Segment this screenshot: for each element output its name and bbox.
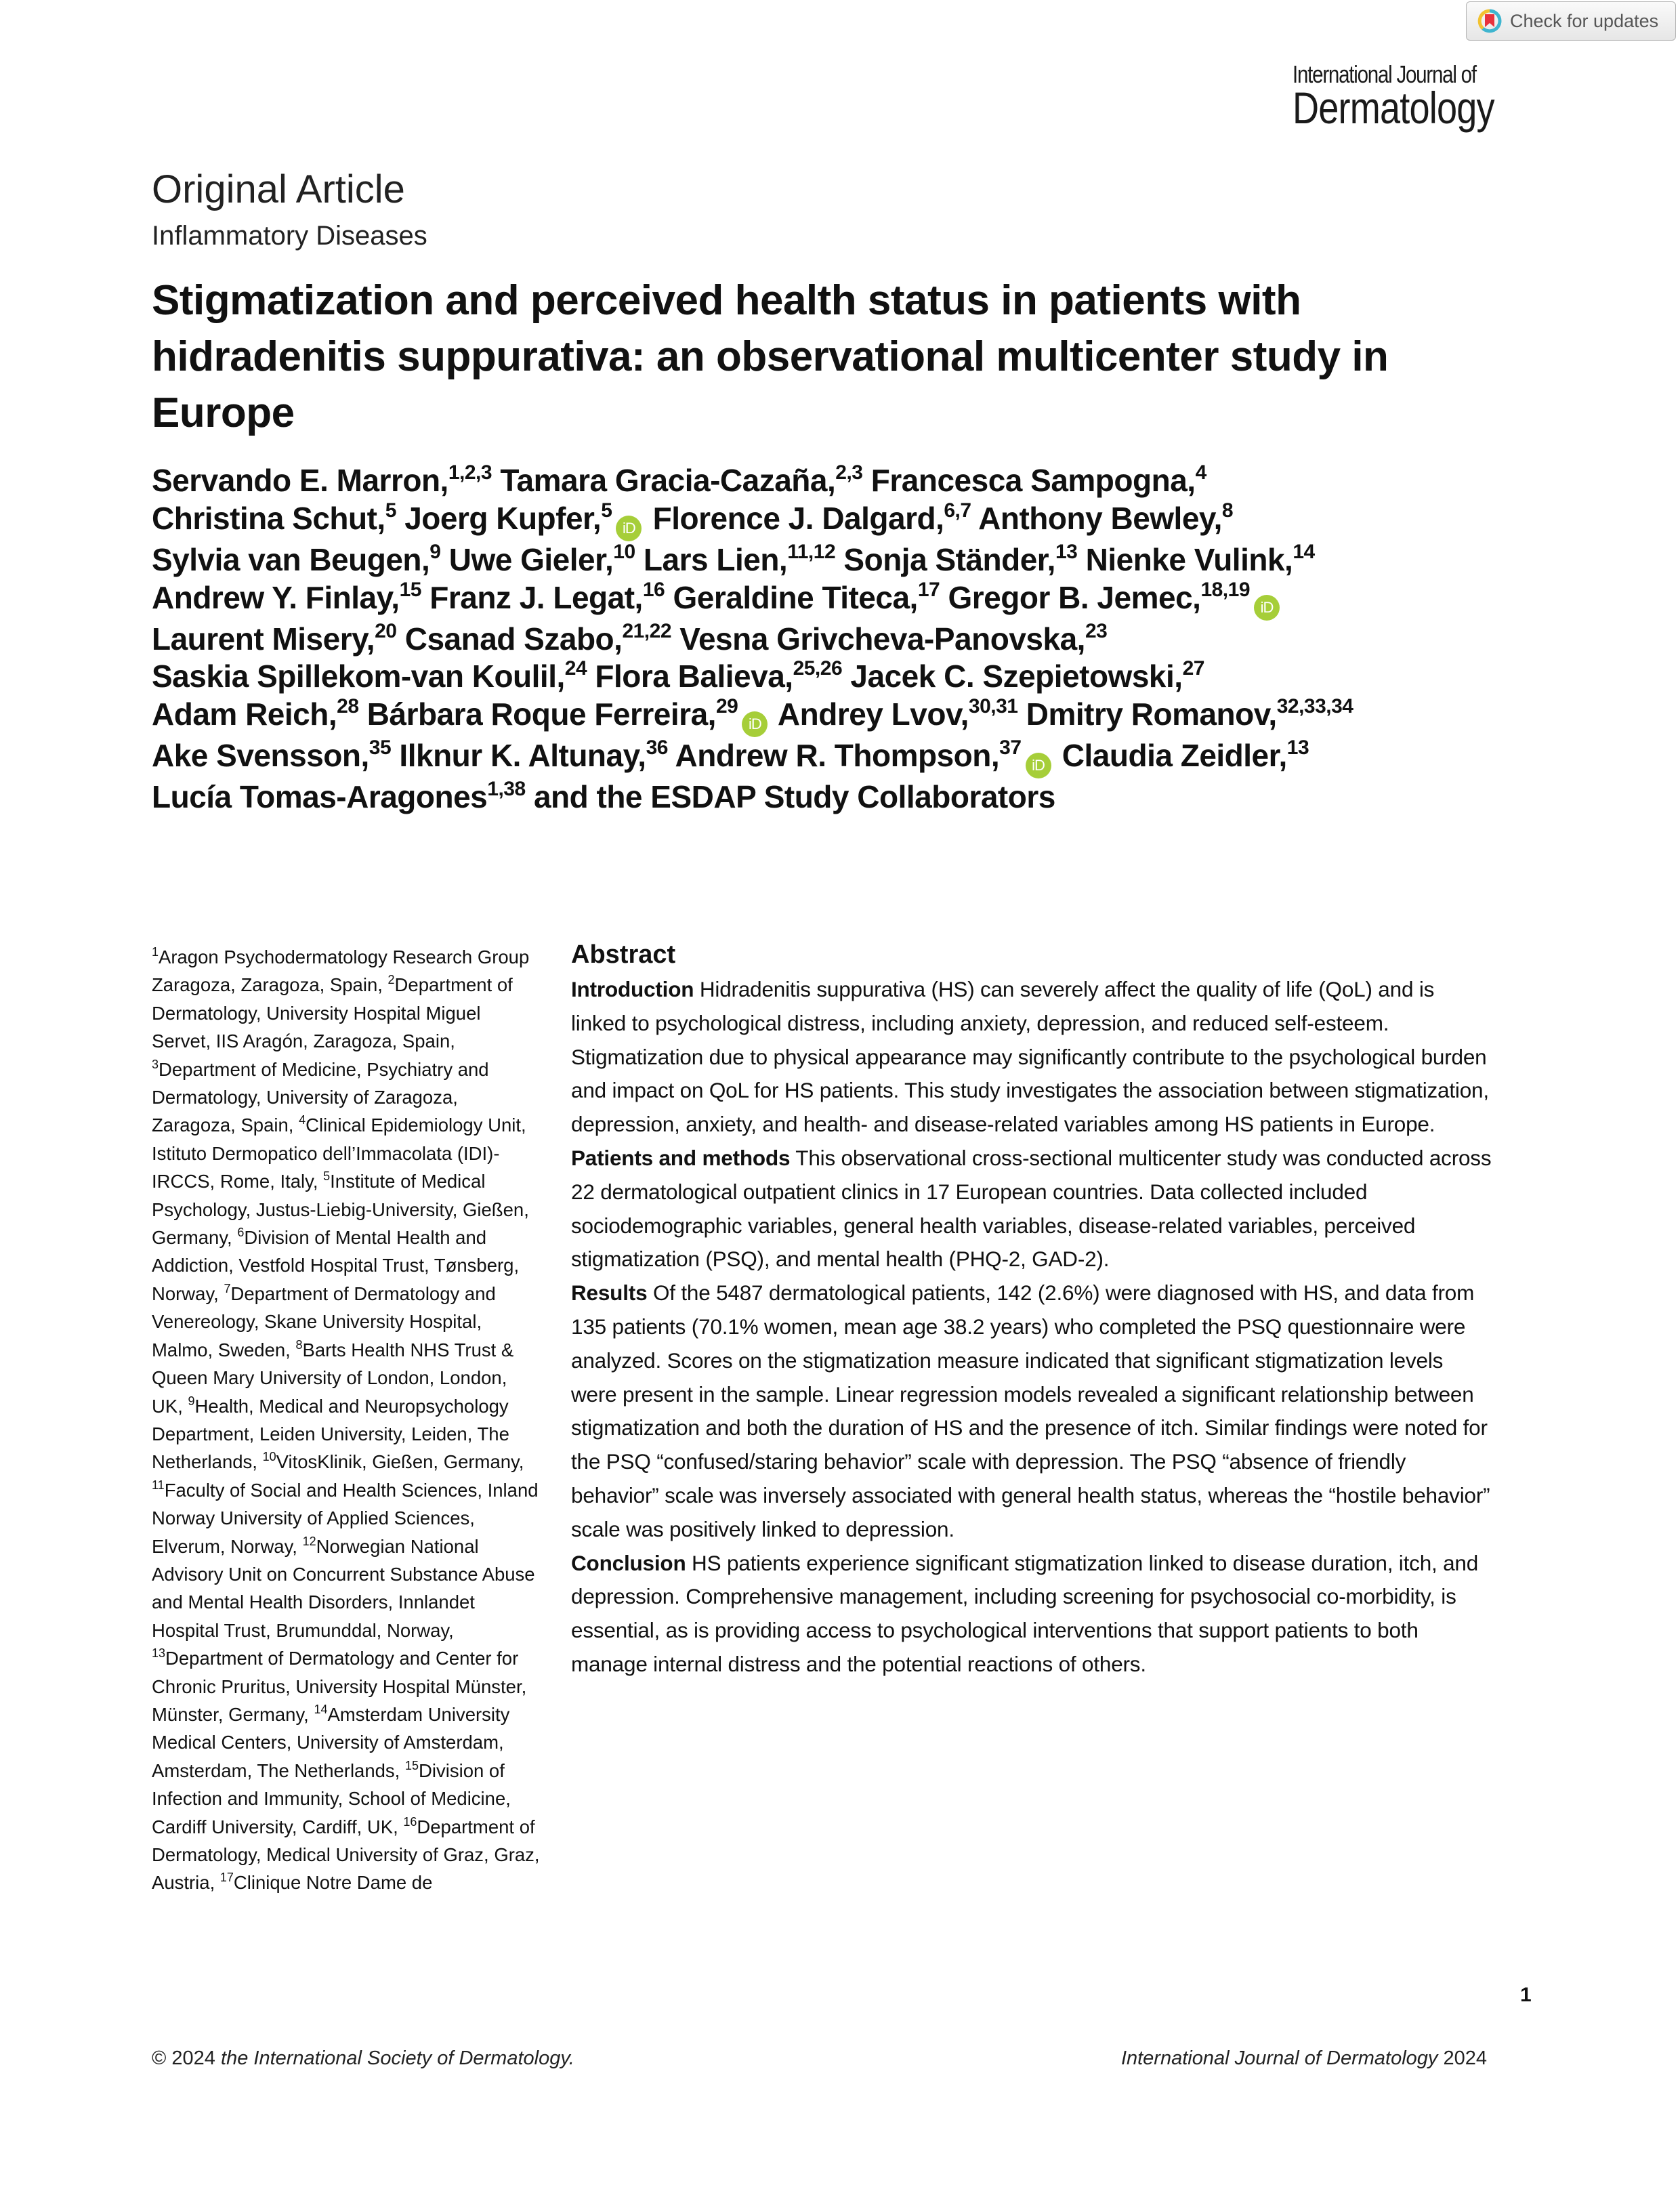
affiliation-marker: 9 [429,540,441,563]
author-name: Geraldine Titeca, [673,579,918,615]
affiliation-text: Faculty of Social and Health Sciences, Inland Norway University of Applied Sciences, Elverum, Norway, [152,1479,539,1557]
author-name: Claudia Zeidler, [1062,738,1287,774]
page-number: 1 [1520,1984,1532,2006]
author-name: Servando E. Marron, [152,463,448,498]
author-name: Christina Schut, [152,500,385,536]
author-list [152,462,1507,816]
affiliation-text: Amsterdam University Medical Centers, University of Amsterdam, Amsterdam, The Netherlands, [152,1703,510,1781]
affiliation-text: Institute of Medical Psychology, Justus-Liebig-University, Gießen, Germany, [152,1171,529,1249]
check-for-updates-button[interactable] [1466,1,1676,41]
affiliation-marker: 2,3 [835,461,863,484]
affiliation-text: Clinique Notre Dame de [233,1872,433,1894]
affiliation-marker: 21,22 [622,619,672,642]
affiliation-number: 4 [299,1113,306,1127]
author-name: Jacek C. Szepietowski, [850,659,1183,694]
author-name: Bárbara Roque Ferreira, [366,696,716,732]
author-name: Francesca Sampogna, [870,463,1196,498]
section-label: Introduction [571,977,694,1001]
affiliation-number: 6 [237,1226,245,1240]
affiliation-marker: 29 [715,695,738,718]
author-name: Vesna Grivcheva-Panovska, [679,621,1085,657]
affiliation-number: 13 [152,1646,166,1661]
affiliation-number: 16 [403,1814,417,1829]
affiliation-number: 1 [152,945,159,959]
orcid-icon[interactable]: iD [742,711,768,737]
author-name: Flora Balieva, [595,659,793,694]
affiliation-number: 8 [295,1337,303,1352]
author-name: Andrew R. Thompson, [675,738,1000,774]
affiliation-marker: 16 [642,578,665,601]
orcid-icon[interactable]: iD [1254,595,1280,621]
crossmark-icon [1477,9,1502,33]
affiliation-marker: 1,38 [487,778,526,801]
copyright-holder: the International Society of Dermatology. [215,2047,574,2069]
affiliation-text: Division of Infection and Immunity, School of Medicine, Cardiff University, Cardiff, UK, [152,1759,511,1837]
affiliation-marker: 35 [369,736,392,759]
journal-logo-line1: International Journal of [1293,60,1476,88]
affiliation-text: Norwegian National Advisory Unit on Concurrent Substance Abuse and Mental Health Disorders, Innlandet Hospital Trust, Brumunddal, Norway, [152,1535,535,1641]
author-name: Nienke Vulink, [1085,541,1293,577]
affiliation-marker: 18,19 [1200,578,1251,601]
affiliation-number: 15 [404,1758,419,1772]
affiliation-text: Department of Dermatology and Venereology, Skane University Hospital, Malmo, Sweden, [152,1283,496,1360]
abstract-heading: Abstract [571,940,676,969]
check-for-updates-label: Check for updates [1510,10,1659,31]
affiliation-number: 17 [219,1871,234,1885]
affiliation-number: 14 [314,1702,328,1716]
section-text: This observational cross-sectional multicenter study was conducted across 22 dermatological outpatient clinics in 17 European countries. Data collected included sociodemographic variables, general health variables, disease-related variables, perceived stigmatization (PSQ), and mental health (PHQ-2, GAD-2). [571,1145,1492,1272]
affiliation-number: 2 [387,973,395,987]
author-name: Dmitry Romanov, [1026,696,1277,732]
affiliation-text: Department of Dermatology, University Hospital Miguel Servet, IIS Aragón, Zaragoza, Spain, [152,974,513,1052]
orcid-icon[interactable]: iD [616,516,642,541]
section-text: Hidradenitis suppurativa (HS) can severely affect the quality of life (QoL) and is linked to psychological distress, including anxiety, depression, and reduced self-esteem. Stigmatization due to physical appearance may significantly contribute to the psychological burden and impact on QoL for HS patients. This study investigates the association between stigmatization, depression, anxiety, and health- and disease-related variables among HS patients in Europe. [571,977,1489,1137]
footer-journal [1121,2047,1487,2070]
affiliation-marker: 36 [646,736,668,759]
affiliation-marker: 4 [1195,461,1206,484]
journal-logo-line2: Dermatology [1293,83,1494,133]
affiliation-text: Department of Dermatology and Center for Chronic Pruritus, University Hospital Münster, Münster, Germany, [152,1648,527,1725]
author-name: Sylvia van Beugen, [152,541,430,577]
affiliation-text: Division of Mental Health and Addiction, Vestfold Hospital Trust, Tønsberg, Norway, [152,1227,520,1304]
affiliation-marker: 13 [1286,736,1309,759]
affiliation-marker: 14 [1293,540,1315,563]
affiliation-marker: 25,26 [793,657,843,680]
author-name: Ake Svensson, [152,738,369,774]
affiliation-marker: 24 [564,657,587,680]
affiliation-text: Barts Health NHS Trust & Queen Mary University of London, London, UK, [152,1339,514,1417]
affiliation-number: 7 [224,1281,231,1295]
affiliation-number: 11 [152,1478,165,1492]
affiliation-marker: 28 [337,695,359,718]
author-name: Lars Lien, [643,541,788,577]
affiliation-marker: 5 [601,499,612,522]
affiliation-marker: 6,7 [944,499,971,522]
affiliation-number: 12 [302,1534,316,1548]
article-type: Original Article [152,167,405,211]
affiliation-text: VitosKlinik, Gießen, Germany, [276,1451,524,1473]
affiliation-marker: 5 [385,499,396,522]
copyright-year: © 2024 [152,2047,215,2069]
affiliation-marker: 37 [999,736,1022,759]
author-name: Sonja Ständer, [843,541,1055,577]
abstract-results [571,1276,1492,1546]
article-category: Inflammatory Diseases [152,221,427,251]
author-name: Laurent Misery, [152,621,375,657]
affiliation-number: 5 [323,1169,331,1184]
affiliation-number: 10 [262,1450,276,1464]
author-name: Joerg Kupfer, [404,500,602,536]
footer-journal-name: International Journal of Dermatology [1120,2047,1438,2069]
affiliation-marker: 23 [1085,619,1108,642]
section-label: Patients and methods [571,1145,791,1170]
affiliation-text: Aragon Psychodermatology Research Group Zaragoza, Zaragoza, Spain, [152,946,530,996]
affiliation-marker: 32,33,34 [1276,695,1353,718]
abstract [571,938,1492,1682]
section-text: Of the 5487 dermatological patients, 142 (2.6%) were diagnosed with HS, and data from 135 patients (70.1% women, mean age 38.2 years) who completed the PSQ questionnaire were analyzed. Scores on the stigmatization measure indicated that significant stigmatization levels were present in the sample. Linear regression models revealed a significant relationship between stigmatization and both the duration of HS and the presence of itch. Similar findings were noted for the PSQ “confused/staring behavior” scale with depression. The PSQ “absence of friendly behavior” scale was inversely associated with general health status, whereas the “hostile behavior” scale was positively linked to depression. [571,1280,1490,1541]
affiliation-text: Department of Dermatology, Medical University of Graz, Graz, Austria, [152,1816,540,1894]
section-label: Results [571,1280,648,1306]
affiliation-marker: 1,2,3 [448,461,492,484]
affiliation-marker: 11,12 [787,540,836,563]
affiliation-marker: 15 [399,578,421,601]
abstract-conclusion [571,1547,1492,1682]
section-text: HS patients experience significant stigmatization linked to disease duration, itch, and depression. Comprehensive management, including screening for psychosocial co-morbidity, is essential, as is providing access to psychological interventions that support patients to both manage internal distress and the potential reactions of others. [571,1550,1479,1676]
affiliation-text: Department of Medicine, Psychiatry and Dermatology, University of Zaragoza, Zaragoza, Spain, [152,1058,489,1136]
affiliations [152,943,541,1897]
author-name: Lucía Tomas-Aragones [152,779,488,815]
affiliation-marker: 20 [375,619,397,642]
author-name: Adam Reich, [152,696,337,732]
footer-copyright [152,2047,574,2070]
article-title: Stigmatization and perceived health status in patients with hidradenitis suppurativa: an observational multicenter study in Europe [152,277,1389,436]
orcid-icon[interactable]: iD [1026,753,1051,778]
author-name: Andrew Y. Finlay, [152,579,400,615]
abstract-introduction [571,973,1492,1142]
journal-logo [1293,60,1496,133]
affiliation-marker: 30,31 [968,695,1018,718]
author-name: Anthony Bewley, [978,500,1222,536]
author-name: Uwe Gieler, [448,541,614,577]
author-name: Franz J. Legat, [429,579,643,615]
affiliation-marker: 13 [1055,540,1078,563]
affiliation-text: Health, Medical and Neuropsychology Department, Leiden University, Leiden, The Netherlands, [152,1395,509,1473]
affiliation-number: 9 [188,1394,195,1408]
affiliation-number: 3 [152,1057,159,1071]
author-name: Ilknur K. Altunay, [399,738,646,774]
author-name: and the ESDAP Study Collaborators [533,779,1055,815]
affiliation-marker: 17 [917,578,940,601]
author-name: Gregor B. Jemec, [948,579,1201,615]
author-name: Andrey Lvov, [777,696,969,732]
author-name: Florence J. Dalgard, [652,500,944,536]
affiliation-marker: 27 [1182,657,1204,680]
section-label: Conclusion [571,1550,686,1575]
author-name: Csanad Szabo, [404,621,623,657]
author-name: Tamara Gracia-Cazaña, [500,463,836,498]
abstract-methods [571,1142,1492,1276]
author-name: Saskia Spillekom-van Koulil, [152,659,565,694]
affiliation-marker: 10 [613,540,635,563]
affiliation-marker: 8 [1221,499,1234,522]
footer-journal-year: 2024 [1437,2047,1487,2069]
affiliation-text: Clinical Epidemiology Unit, Istituto Dermopatico dell’Immacolata (IDI)-IRCCS, Rome, Italy, [152,1115,526,1192]
